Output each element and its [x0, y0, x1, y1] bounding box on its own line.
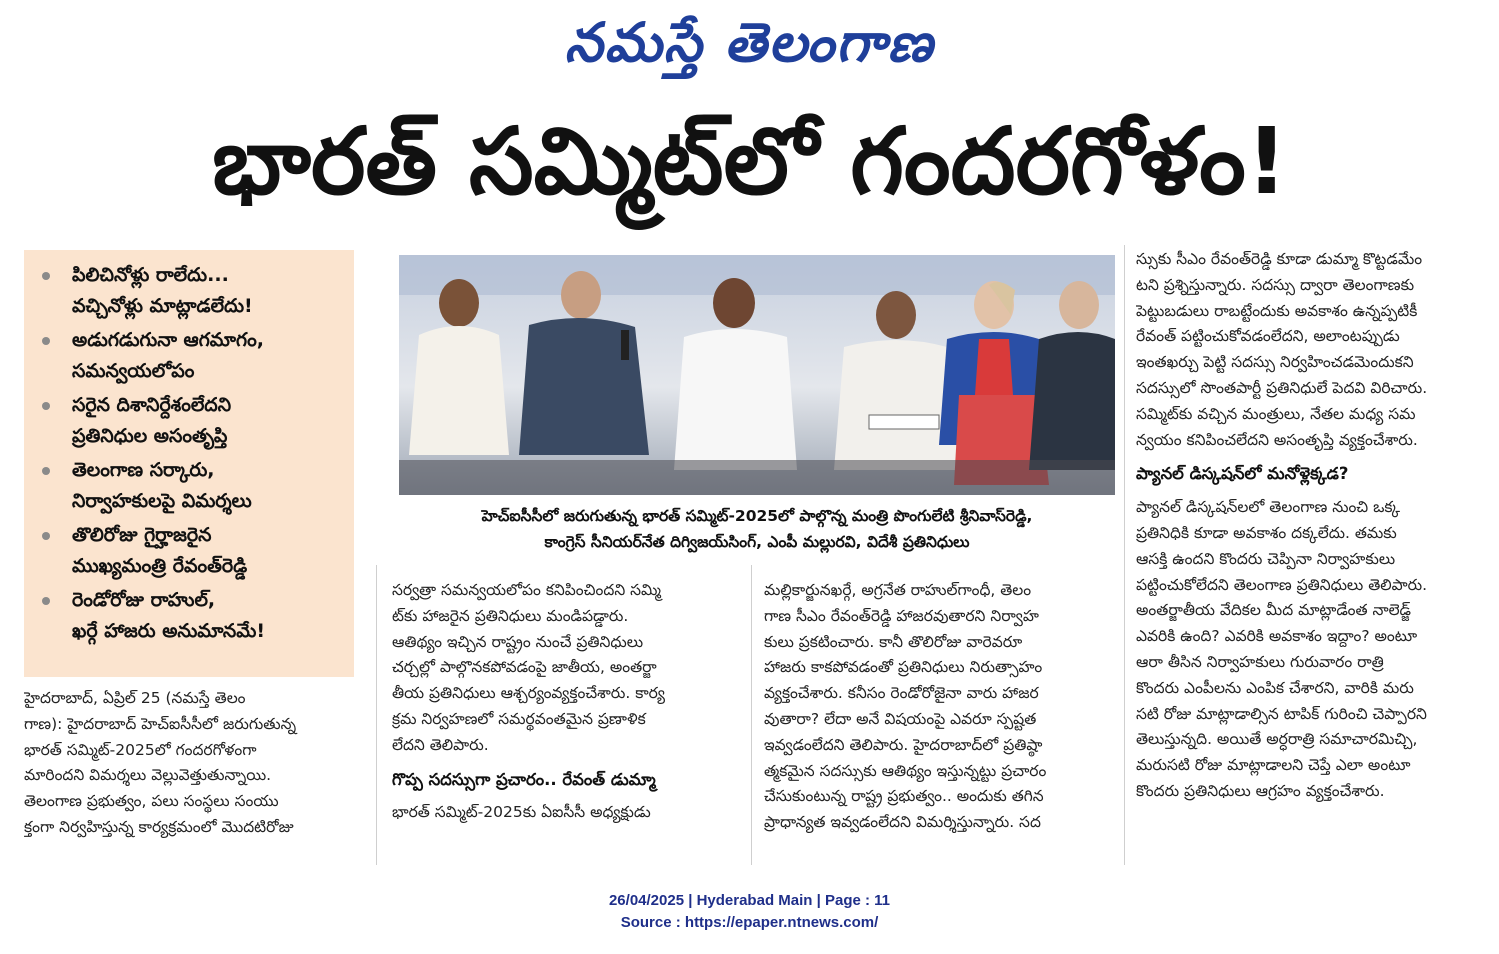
- article-line: గాణ): హైదరాబాద్ హెచ్ఐసీసీలో జరుగుతున్న: [24, 714, 297, 733]
- highlight-line: ప్రతినిధుల అసంతృప్తి: [72, 425, 228, 447]
- highlight-item: [36, 260, 342, 322]
- masthead-logo: నమస్తే తెలంగాణ: [564, 11, 935, 74]
- article-line: టని ప్రశ్నిస్తున్నారు. సదస్సు ద్వారా తెలంగాణకు: [1136, 275, 1415, 294]
- article-line: పట్టించుకోలేదని తెలంగాణ ప్రతినిధులు తెలిపారు.: [1136, 575, 1428, 594]
- article-line: అంతర్జాతీయ వేదికల మీద మాట్లాడేంత నాలెడ్జ్: [1136, 601, 1412, 620]
- article-line: తెలంగాణ ప్రభుత్వం, పలు సంస్థలు సంయు: [24, 792, 279, 811]
- article-column-middle-2: [764, 578, 1116, 836]
- article-line: ఆతిథ్యం ఇచ్చిన రాష్ట్రం నుంచే ప్రతినిధులు: [392, 632, 644, 651]
- highlight-line: ఖర్గే హాజరు అనుమానమే!: [72, 620, 266, 642]
- highlight-line: తెలంగాణ సర్కారు,: [72, 459, 215, 481]
- article-column-right: [1136, 247, 1476, 805]
- highlight-item: [36, 585, 342, 647]
- article-line: సర్వత్రా సమన్వయలోపం కనిపించిందని సమ్మి: [392, 581, 662, 599]
- highlight-line: పిలిచినోళ్లు రాలేదు...: [72, 264, 229, 286]
- article-column-left: [24, 686, 370, 841]
- article-line: న్వయం కనిపించలేదని అసంతృప్తి వ్యక్తంచేశారు.: [1136, 430, 1418, 449]
- article-line: తీయ ప్రతినిధులు ఆశ్చర్యంవ్యక్తంచేశారు. కార్య: [392, 684, 665, 703]
- article-line: స్సుకు సీఎం రేవంత్‌రెడ్డి కూడా డుమ్మా కొట్టడమేం: [1136, 250, 1423, 268]
- highlight-item: [36, 520, 342, 582]
- footer: [0, 890, 1499, 934]
- article-line: రేవంత్ పట్టించుకోవడంలేదని, అలాంటప్పుడు: [1136, 327, 1400, 346]
- column-rule: [1124, 245, 1125, 865]
- column-rule: [376, 565, 377, 865]
- article-line: ప్రతినిధికి కూడా అవకాశం దక్కలేదు. తమకు: [1136, 523, 1397, 542]
- highlight-line: నిర్వాహకులపై విమర్శలు: [72, 490, 252, 512]
- subheading: గొప్ప సదస్సుగా ప్రచారం.. రేవంత్ డుమ్మా: [392, 769, 656, 789]
- article-line: హాజరు కాకపోవడంతో ప్రతినిధులు నిరుత్సాహం: [764, 658, 1043, 677]
- article-line: కొందరు ఎంపీలను ఎంపిక చేశారని, వారికి మరు: [1136, 678, 1414, 697]
- article-line: క్తంగా నిర్వహిస్తున్న కార్యక్రమంలో మొదటిరోజు: [24, 817, 294, 836]
- panel-discussion-photo: [399, 255, 1115, 495]
- highlight-line: రెండోరోజు రాహుల్,: [72, 589, 216, 611]
- article-line: సటి రోజు మాట్లాడాల్సిన టాపిక్ గురించి చెప్పారని: [1136, 704, 1427, 723]
- article-line: సమ్మిట్‌కు వచ్చిన మంత్రులు, నేతల మధ్య సమ: [1136, 404, 1416, 423]
- article-line: చేసుకుంటున్న రాష్ట్ర ప్రభుత్వం.. అందుకు తగిన: [764, 787, 1044, 806]
- article-line: వుతారా? లేదా అనే విషయంపై ఎవరూ స్పష్టత: [764, 709, 1037, 728]
- bullet-icon: [42, 467, 50, 475]
- footer-date-page: 26/04/2025 | Hyderabad Main | Page : 11: [608, 892, 891, 909]
- article-line: ట్‌కు హాజరైన ప్రతినిధులు మండిపడ్డారు.: [392, 606, 629, 625]
- article-line: కులు ప్రకటించారు. కానీ తొలిరోజు వారెవరూ: [764, 632, 1023, 651]
- article-line: హైదరాబాద్, ఏప్రిల్ 25 (నమస్తే తెలం: [24, 689, 246, 707]
- article-line: ప్రాధాన్యత ఇవ్వడంలేదని విమర్శిస్తున్నారు. సద: [764, 813, 1041, 832]
- article-line: మరుసటి రోజు మాట్లాడాలని చెప్తే ఎలా అంటూ: [1136, 756, 1411, 775]
- highlight-line: ముఖ్యమంత్రి రేవంత్‌రెడ్డి: [72, 555, 248, 577]
- article-line: మల్లికార్జునఖర్గే, అగ్రనేత రాహుల్‌గాంధీ, తెలం: [764, 581, 1032, 599]
- bullet-icon: [42, 597, 50, 605]
- article-line: కొందరు ప్రతినిధులు ఆగ్రహం వ్యక్తంచేశారు.: [1136, 781, 1385, 800]
- article-line: సదస్సులో సొంతపార్టీ ప్రతినిధులే పెదవి విరిచారు.: [1136, 378, 1428, 397]
- article-line: గాణ సీఎం రేవంత్‌రెడ్డి హాజరవుతారని నిర్వాహ: [764, 606, 1039, 625]
- footer-source: Source : https://epaper.ntnews.com/: [620, 914, 879, 931]
- highlight-item: [36, 455, 342, 517]
- article-line: ప్యానల్ డిస్కషన్‌లలో తెలంగాణ నుంచి ఒక్క: [1136, 498, 1401, 517]
- article-line: భారత్ సమ్మిట్-2025కు ఏఐసీసీ అధ్యక్షుడు: [392, 803, 651, 822]
- article-line: క్రమ నిర్వహణలో సమర్థవంతమైన ప్రణాళిక: [392, 709, 646, 728]
- bullet-icon: [42, 337, 50, 345]
- bullet-icon: [42, 402, 50, 410]
- article-line: వ్యక్తంచేశారు. కనీసం రెండోరోజైనా వారు హాజర: [764, 684, 1039, 703]
- article-line: ఇవ్వడంలేదని తెలిపారు. హైదరాబాద్‌లో ప్రతిష్ఠా: [764, 735, 1043, 754]
- article-line: పెట్టుబడులు రాబట్టేందుకు అవకాశం ఉన్నప్పటికీ: [1136, 301, 1418, 320]
- article-line: చర్చల్లో పాల్గొనకపోవడంపై జాతీయ, అంతర్జా: [392, 658, 657, 677]
- highlight-item: [36, 325, 342, 387]
- highlight-item: [36, 390, 342, 452]
- highlight-line: సరైన దిశానిర్దేశంలేదని: [72, 394, 232, 416]
- article-column-middle-1: [392, 578, 738, 826]
- article-line: భారత్ సమ్మిట్-2025లో గందరగోళంగా: [24, 740, 257, 759]
- highlight-line: వచ్చినోళ్లు మాట్లాడలేదు!: [72, 295, 253, 317]
- article-line: ఎవరికి ఉంది? ఎవరికి అవకాశం ఇద్దాం? అంటూ: [1136, 627, 1418, 646]
- caption-line-1: హెచ్ఐసీసీలో జరుగుతున్న భారత్ సమ్మిట్-2025లో పాల్గొన్న మంత్రి పొంగులేటి శ్రీనివాస్‌రెడ్డి,: [481, 507, 1033, 525]
- highlights-box: [24, 250, 354, 677]
- article-line: లేదని తెలిపారు.: [392, 735, 489, 754]
- article-line: త్మకమైన సదస్సుకు ఆతిథ్యం ఇస్తున్నట్టు ప్రచారం: [764, 761, 1047, 780]
- column-rule: [751, 565, 752, 865]
- photo-caption: [399, 503, 1115, 561]
- bullet-icon: [42, 532, 50, 540]
- article-line: తెలుస్తున్నది. అయితే అర్ధరాత్రి సమాచారమిచ్చి,: [1136, 730, 1418, 749]
- highlight-line: సమన్వయలోపం: [72, 360, 195, 382]
- news-photo: [399, 255, 1115, 495]
- bullet-icon: [42, 272, 50, 280]
- subheading: ప్యానల్ డిస్కషన్‌లో మనోళ్లెక్కడ?: [1136, 464, 1349, 484]
- highlight-line: తొలిరోజు గైర్హాజరైన: [72, 524, 212, 546]
- article-line: ఆరా తీసిన నిర్వాహకులు గురువారం రాత్రి: [1136, 652, 1384, 671]
- article-line: మారిందని విమర్శలు వెల్లువెత్తుతున్నాయి.: [24, 766, 272, 785]
- article-line: ఆసక్తి ఉందని కొందరు చెప్పినా నిర్వాహకులు: [1136, 549, 1396, 568]
- headline: భారత్ సమ్మిట్‌లో గందరగోళం!: [212, 108, 1288, 215]
- article-line: ఇంతఖర్చు పెట్టి సదస్సు నిర్వహించడమెందుకని: [1136, 353, 1414, 372]
- highlight-line: అడుగడుగునా ఆగమాగం,: [72, 329, 264, 351]
- caption-line-2: కాంగ్రెస్ సీనియర్‌నేత దిగ్విజయ్‌సింగ్, ఎంపీ మల్లురవి, విదేశీ ప్రతినిధులు: [544, 533, 970, 551]
